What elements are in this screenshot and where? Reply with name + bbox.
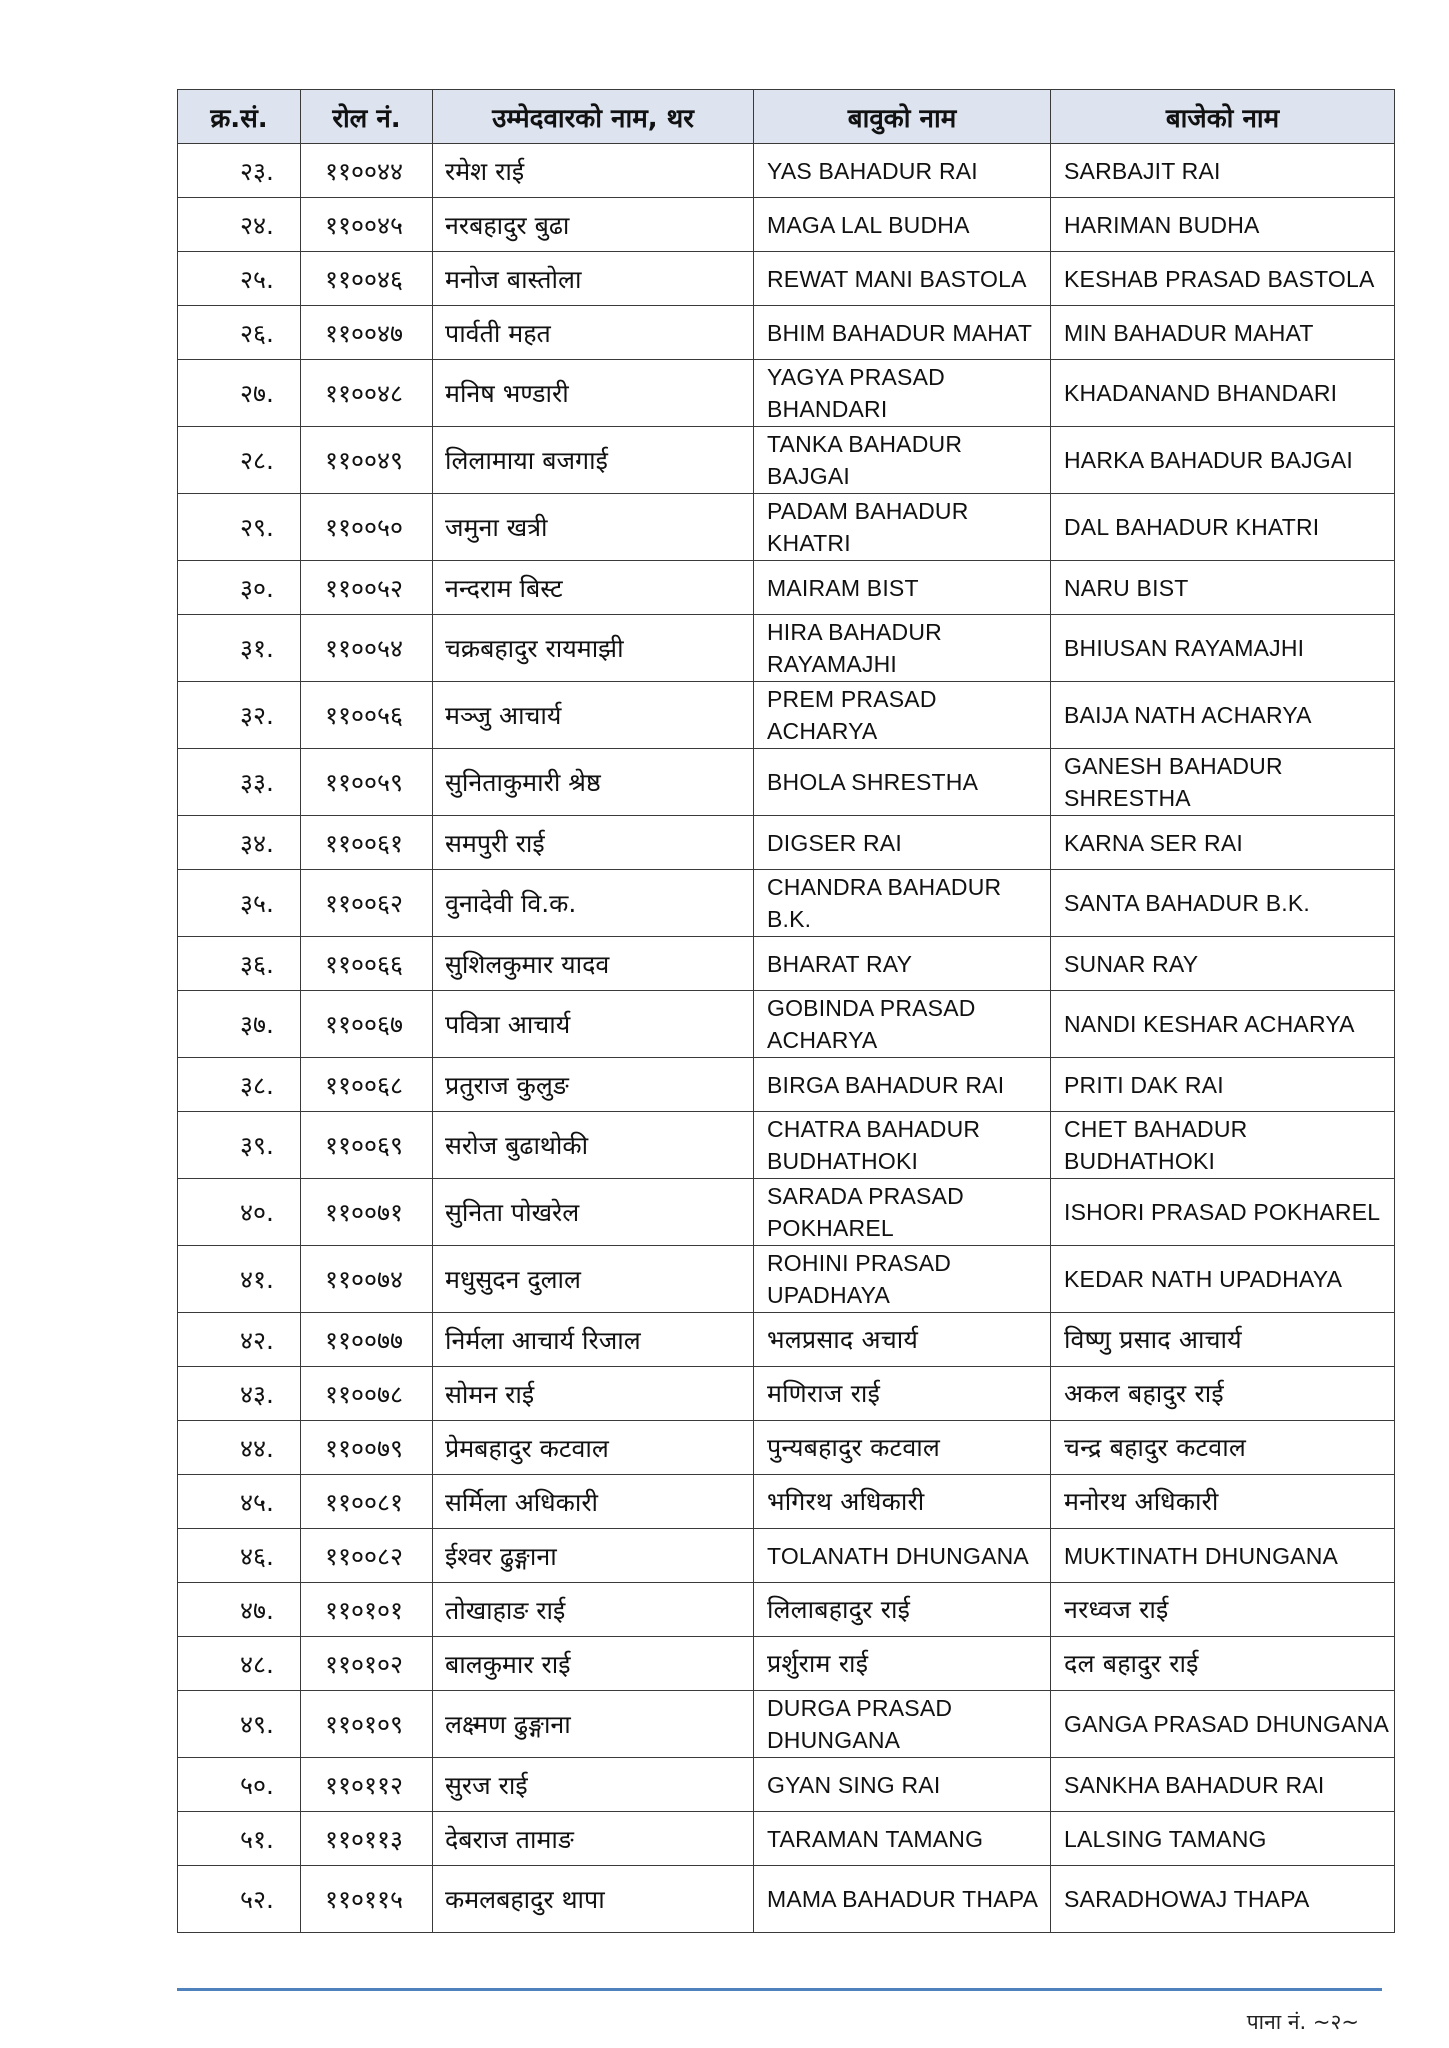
cell-serial-number: ४६. [178,1529,301,1583]
table-row [178,870,1395,937]
cell-grandfather-name: अकल बहादुर राई [1051,1367,1395,1421]
cell-serial-number: ४२. [178,1313,301,1367]
cell-serial-number: ४८. [178,1637,301,1691]
cell-grandfather-name: BAIJA NATH ACHARYA [1051,682,1395,749]
cell-serial-number: ४५. [178,1475,301,1529]
cell-candidate-name: ईश्वर ढुङ्गाना [433,1529,754,1583]
table-row [178,749,1395,816]
header-grandfather-name: बाजेको नाम [1051,90,1395,144]
cell-candidate-name: बालकुमार राई [433,1637,754,1691]
cell-serial-number: ४१. [178,1246,301,1313]
cell-roll-number: ११००५२ [301,561,433,615]
table-row [178,494,1395,561]
table-row [178,1475,1395,1529]
cell-serial-number: ३४. [178,816,301,870]
cell-father-name: BHARAT RAY [754,937,1051,991]
table-row [178,1112,1395,1179]
cell-candidate-name: मधुसुदन दुलाल [433,1246,754,1313]
cell-father-name: BHOLA SHRESTHA [754,749,1051,816]
cell-serial-number: ५१. [178,1812,301,1866]
cell-father-name: CHANDRA BAHADUR B.K. [754,870,1051,937]
cell-grandfather-name: GANESH BAHADUR SHRESTHA [1051,749,1395,816]
cell-roll-number: ११००४५ [301,198,433,252]
cell-grandfather-name: NARU BIST [1051,561,1395,615]
cell-candidate-name: चक्रबहादुर रायमाझी [433,615,754,682]
cell-serial-number: ३६. [178,937,301,991]
table-row [178,198,1395,252]
cell-serial-number: ३३. [178,749,301,816]
cell-serial-number: ३१. [178,615,301,682]
cell-father-name: SARADA PRASAD POKHAREL [754,1179,1051,1246]
cell-serial-number: ४४. [178,1421,301,1475]
cell-father-name: प्रर्शुराम राई [754,1637,1051,1691]
cell-father-name: YAGYA PRASAD BHANDARI [754,360,1051,427]
cell-father-name: TOLANATH DHUNGANA [754,1529,1051,1583]
cell-candidate-name: नन्दराम बिस्ट [433,561,754,615]
cell-father-name: TARAMAN TAMANG [754,1812,1051,1866]
table-row [178,991,1395,1058]
header-candidate-name: उम्मेदवारको नाम, थर [433,90,754,144]
cell-father-name: भलप्रसाद अचार्य [754,1313,1051,1367]
table-row [178,1313,1395,1367]
cell-grandfather-name: KESHAB PRASAD BASTOLA [1051,252,1395,306]
cell-serial-number: २५. [178,252,301,306]
cell-grandfather-name: SUNAR RAY [1051,937,1395,991]
cell-serial-number: ५०. [178,1758,301,1812]
cell-candidate-name: निर्मला आचार्य रिजाल [433,1313,754,1367]
cell-grandfather-name: MIN BAHADUR MAHAT [1051,306,1395,360]
table-row [178,1637,1395,1691]
cell-grandfather-name: विष्णु प्रसाद आचार्य [1051,1313,1395,1367]
table-row [178,1691,1395,1758]
cell-grandfather-name: KARNA SER RAI [1051,816,1395,870]
header-father-name: बावुको नाम [754,90,1051,144]
cell-father-name: पुन्यबहादुर कटवाल [754,1421,1051,1475]
table-row [178,427,1395,494]
table-row [178,1812,1395,1866]
cell-roll-number: ११००६९ [301,1112,433,1179]
cell-serial-number: २६. [178,306,301,360]
cell-roll-number: ११००५४ [301,615,433,682]
cell-serial-number: ३५. [178,870,301,937]
cell-grandfather-name: चन्द्र बहादुर कटवाल [1051,1421,1395,1475]
cell-candidate-name: सुशिलकुमार यादव [433,937,754,991]
cell-father-name: TANKA BAHADUR BAJGAI [754,427,1051,494]
table-header [178,90,1395,144]
cell-father-name: REWAT MANI BASTOLA [754,252,1051,306]
cell-candidate-name: पार्वती महत [433,306,754,360]
cell-grandfather-name: SANTA BAHADUR B.K. [1051,870,1395,937]
cell-father-name: लिलाबहादुर राई [754,1583,1051,1637]
cell-grandfather-name: LALSING TAMANG [1051,1812,1395,1866]
cell-roll-number: ११००७१ [301,1179,433,1246]
cell-father-name: मणिराज राई [754,1367,1051,1421]
cell-candidate-name: जमुना खत्री [433,494,754,561]
cell-roll-number: ११००६१ [301,816,433,870]
cell-father-name: CHATRA BAHADUR BUDHATHOKI [754,1112,1051,1179]
cell-roll-number: ११००५९ [301,749,433,816]
cell-serial-number: २३. [178,144,301,198]
table-row [178,1529,1395,1583]
footer-divider [177,1988,1382,1991]
cell-candidate-name: तोखाहाङ राई [433,1583,754,1637]
cell-grandfather-name: HARKA BAHADUR BAJGAI [1051,427,1395,494]
cell-grandfather-name: PRITI DAK RAI [1051,1058,1395,1112]
cell-father-name: PREM PRASAD ACHARYA [754,682,1051,749]
table-row [178,1583,1395,1637]
cell-candidate-name: वुनादेवी वि.क. [433,870,754,937]
cell-grandfather-name: SARADHOWAJ THAPA [1051,1866,1395,1933]
cell-candidate-name: सोमन राई [433,1367,754,1421]
cell-roll-number: ११००६८ [301,1058,433,1112]
cell-roll-number: ११००५० [301,494,433,561]
cell-candidate-name: पवित्रा आचार्य [433,991,754,1058]
cell-serial-number: २९. [178,494,301,561]
cell-father-name: BIRGA BAHADUR RAI [754,1058,1051,1112]
cell-candidate-name: नरबहादुर बुढा [433,198,754,252]
table-row [178,1246,1395,1313]
cell-serial-number: ३९. [178,1112,301,1179]
table-row [178,144,1395,198]
cell-roll-number: ११००४६ [301,252,433,306]
cell-grandfather-name: HARIMAN BUDHA [1051,198,1395,252]
cell-candidate-name: लक्ष्मण ढुङ्गाना [433,1691,754,1758]
cell-candidate-name: सुनिताकुमारी श्रेष्ठ [433,749,754,816]
cell-serial-number: ३८. [178,1058,301,1112]
cell-serial-number: २८. [178,427,301,494]
cell-father-name: भगिरथ अधिकारी [754,1475,1051,1529]
cell-roll-number: ११००७८ [301,1367,433,1421]
cell-grandfather-name: ISHORI PRASAD POKHAREL [1051,1179,1395,1246]
cell-roll-number: ११०१०२ [301,1637,433,1691]
cell-serial-number: ४३. [178,1367,301,1421]
cell-father-name: BHIM BAHADUR MAHAT [754,306,1051,360]
cell-candidate-name: सुरज राई [433,1758,754,1812]
cell-candidate-name: लिलामाया बजगाई [433,427,754,494]
table-row [178,1866,1395,1933]
cell-father-name: MAMA BAHADUR THAPA [754,1866,1051,1933]
cell-roll-number: ११०१०१ [301,1583,433,1637]
cell-candidate-name: देबराज तामाङ [433,1812,754,1866]
cell-roll-number: ११०११२ [301,1758,433,1812]
cell-grandfather-name: GANGA PRASAD DHUNGANA [1051,1691,1395,1758]
cell-roll-number: ११००४४ [301,144,433,198]
cell-serial-number: ३२. [178,682,301,749]
cell-serial-number: ४९. [178,1691,301,1758]
table-row [178,360,1395,427]
cell-roll-number: ११०११३ [301,1812,433,1866]
header-serial-number: क्र.सं. [178,90,301,144]
cell-candidate-name: कमलबहादुर थापा [433,1866,754,1933]
cell-candidate-name: रमेश राई [433,144,754,198]
cell-candidate-name: सरोज बुढाथोकी [433,1112,754,1179]
cell-grandfather-name: CHET BAHADUR BUDHATHOKI [1051,1112,1395,1179]
cell-roll-number: ११००५६ [301,682,433,749]
cell-candidate-name: सर्मिला अधिकारी [433,1475,754,1529]
cell-father-name: MAIRAM BIST [754,561,1051,615]
cell-roll-number: ११००७७ [301,1313,433,1367]
cell-serial-number: ३०. [178,561,301,615]
cell-serial-number: २७. [178,360,301,427]
cell-serial-number: ४७. [178,1583,301,1637]
cell-candidate-name: सुनिता पोखरेल [433,1179,754,1246]
cell-roll-number: ११००८१ [301,1475,433,1529]
cell-candidate-name: मनिष भण्डारी [433,360,754,427]
table-row [178,561,1395,615]
header-roll-number: रोल नं. [301,90,433,144]
table-row [178,816,1395,870]
cell-roll-number: ११०११५ [301,1866,433,1933]
table-row [178,1758,1395,1812]
cell-serial-number: ३७. [178,991,301,1058]
cell-roll-number: ११००८२ [301,1529,433,1583]
cell-candidate-name: प्रेमबहादुर कटवाल [433,1421,754,1475]
cell-roll-number: ११०१०९ [301,1691,433,1758]
cell-grandfather-name: DAL BAHADUR KHATRI [1051,494,1395,561]
cell-roll-number: ११००४७ [301,306,433,360]
cell-father-name: HIRA BAHADUR RAYAMAJHI [754,615,1051,682]
cell-father-name: PADAM BAHADUR KHATRI [754,494,1051,561]
cell-grandfather-name: KEDAR NATH UPADHAYA [1051,1246,1395,1313]
cell-roll-number: ११००४८ [301,360,433,427]
cell-candidate-name: मञ्जु आचार्य [433,682,754,749]
cell-grandfather-name: BHIUSAN RAYAMAJHI [1051,615,1395,682]
cell-father-name: ROHINI PRASAD UPADHAYA [754,1246,1051,1313]
cell-grandfather-name: SARBAJIT RAI [1051,144,1395,198]
table-row [178,1179,1395,1246]
cell-serial-number: ४०. [178,1179,301,1246]
cell-roll-number: ११००६२ [301,870,433,937]
cell-serial-number: ५२. [178,1866,301,1933]
cell-grandfather-name: NANDI KESHAR ACHARYA [1051,991,1395,1058]
table-body [178,144,1395,1933]
cell-roll-number: ११००६७ [301,991,433,1058]
table-row [178,682,1395,749]
header-row [178,90,1395,144]
cell-father-name: MAGA LAL BUDHA [754,198,1051,252]
cell-grandfather-name: KHADANAND BHANDARI [1051,360,1395,427]
cell-candidate-name: प्रतुराज कुलुङ [433,1058,754,1112]
table-row [178,615,1395,682]
cell-father-name: YAS BAHADUR RAI [754,144,1051,198]
cell-serial-number: २४. [178,198,301,252]
cell-roll-number: ११००६६ [301,937,433,991]
table-row [178,252,1395,306]
cell-father-name: GYAN SING RAI [754,1758,1051,1812]
table-row [178,1367,1395,1421]
candidate-table [177,89,1395,1933]
cell-candidate-name: समपुरी राई [433,816,754,870]
cell-grandfather-name: मनोरथ अधिकारी [1051,1475,1395,1529]
cell-grandfather-name: नरध्वज राई [1051,1583,1395,1637]
cell-father-name: DIGSER RAI [754,816,1051,870]
cell-roll-number: ११००७९ [301,1421,433,1475]
cell-roll-number: ११००७४ [301,1246,433,1313]
table-row [178,937,1395,991]
cell-grandfather-name: दल बहादुर राई [1051,1637,1395,1691]
cell-grandfather-name: MUKTINATH DHUNGANA [1051,1529,1395,1583]
cell-grandfather-name: SANKHA BAHADUR RAI [1051,1758,1395,1812]
cell-father-name: DURGA PRASAD DHUNGANA [754,1691,1051,1758]
page-number: पाना नं. ~२~ [1246,2010,1359,2034]
cell-father-name: GOBINDA PRASAD ACHARYA [754,991,1051,1058]
cell-candidate-name: मनोज बास्तोला [433,252,754,306]
table-row [178,1058,1395,1112]
cell-roll-number: ११००४९ [301,427,433,494]
table-row [178,306,1395,360]
table-row [178,1421,1395,1475]
